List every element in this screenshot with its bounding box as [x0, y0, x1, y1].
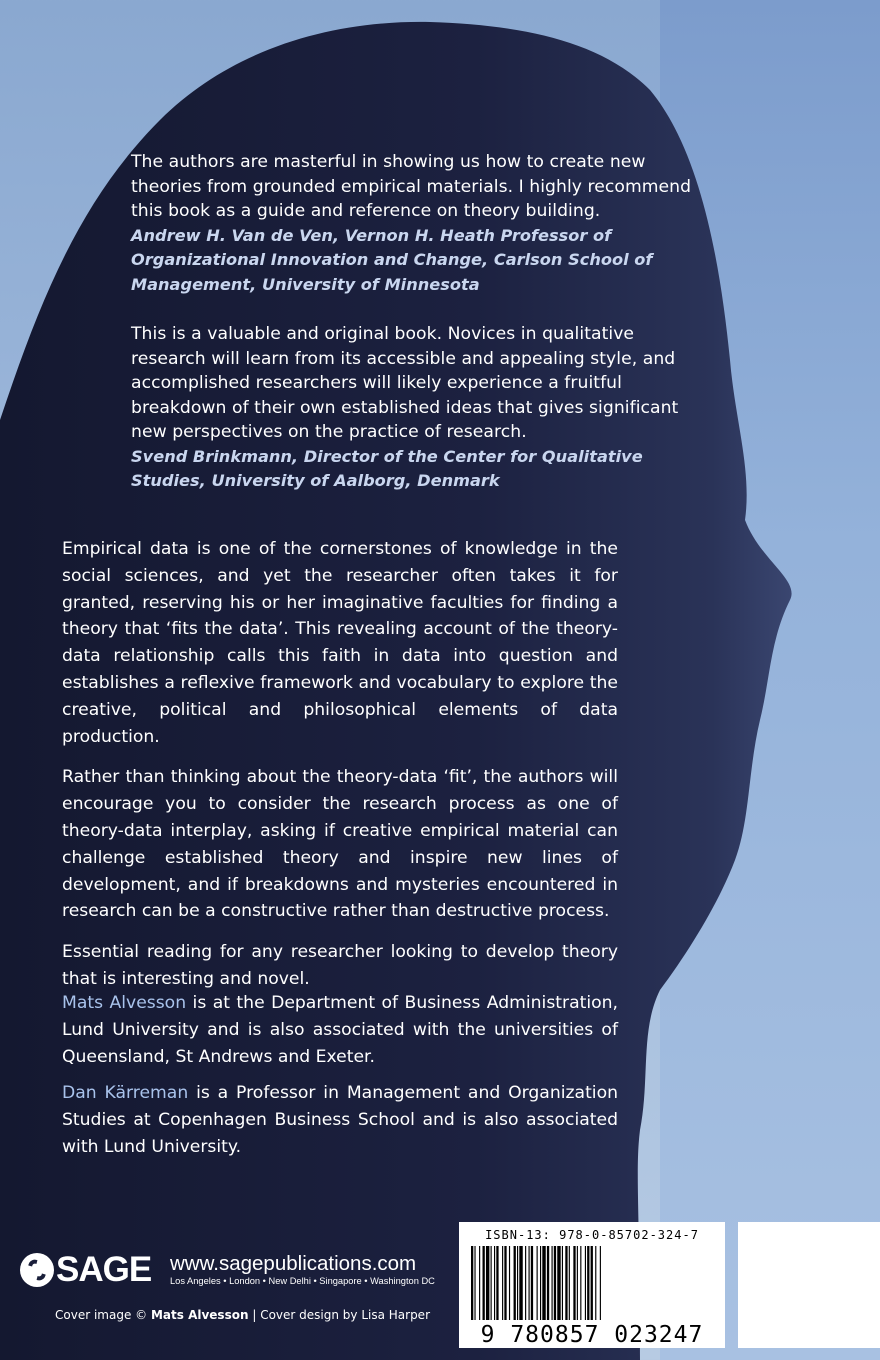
- sage-wordmark: SAGE: [56, 1250, 152, 1289]
- endorsement-1-attribution: Andrew H. Van de Ven, Vernon H. Heath Professor of Organizational Innovation and Change, Carlson School of Management, University of Minnesota: [131, 225, 653, 294]
- author-bio-text: is at the Department of Business Administration, Lund University and is also associated with the universities of Queensland, St Andrews and Exeter.: [62, 993, 619, 1067]
- endorsement-1: [131, 150, 697, 297]
- endorsement-2-attribution: Svend Brinkmann, Director of the Center for Qualitative Studies, University of Aalborg, Denmark: [131, 446, 643, 490]
- sage-logo-icon: [20, 1253, 54, 1287]
- description-paragraph: Rather than thinking about the theory-data ‘fit’, the authors will encourage you to consider the research process as one of theory-data interplay, asking if creative empirical material can challenge established theory and inspire new lines of development, and if breakdowns and mysteries encountered in research can be a constructive rather than destructive process.: [62, 767, 618, 922]
- barcode-bars: [471, 1246, 713, 1320]
- description-paragraph: Essential reading for any researcher looking to develop theory that is interesting and novel.: [62, 942, 618, 989]
- endorsement-2: [131, 322, 697, 494]
- author-bio-1: [62, 990, 618, 1070]
- author-bio-text: is a Professor in Management and Organization Studies at Copenhagen Business School and is also associated with Lund University.: [62, 1083, 618, 1157]
- cover-credits: [55, 1308, 430, 1322]
- publisher-url: www.sagepublications.com: [170, 1252, 417, 1275]
- author-name: Dan Kärreman: [62, 1083, 189, 1104]
- cover-image-credit: Mats Alvesson: [150, 1308, 249, 1322]
- cover-image-label: Cover image ©: [55, 1308, 151, 1322]
- endorsement-2-text: This is a valuable and original book. Novices in qualitative research will learn from its accessible and appealing style, and accomplished researchers will likely experience a fruitful breakdown of their own established ideas that gives significant new perspectives on the practice of research.: [131, 324, 679, 442]
- author-name: Mats Alvesson: [62, 993, 187, 1013]
- sage-logo: [20, 1250, 151, 1290]
- endorsement-1-text: The authors are masterful in showing us how to create new theories from grounded empirical materials. I highly recommend this book as a guide and reference on theory building.: [131, 152, 692, 221]
- author-bio-2: [62, 1080, 618, 1160]
- credits-separator: |: [252, 1308, 257, 1322]
- description-paragraph: Empirical data is one of the cornerstones of knowledge in the social sciences, and yet the researcher often takes it for granted, reserving his or her imaginative faculties for finding a theory that ‘fits the data’. This revealing account of the theory-data relationship calls this faith in data into question and establishes a reflexive framework and vocabulary to explore the creative, political and philosophical elements of data production.: [62, 539, 618, 747]
- book-description: [62, 536, 618, 1007]
- isbn-digits: 9 780857 023247: [480, 1322, 704, 1348]
- isbn-barcode: [459, 1222, 725, 1348]
- cover-design-credit: Lisa Harper: [361, 1308, 430, 1322]
- publisher-cities: Los Angeles • London • New Delhi • Singapore • Washington DC: [170, 1276, 435, 1286]
- cover-design-label: Cover design by: [260, 1308, 362, 1322]
- isbn-label: ISBN-13: 978-0-85702-324-7: [485, 1228, 699, 1242]
- price-box: [738, 1222, 880, 1348]
- author-bios: [62, 990, 618, 1175]
